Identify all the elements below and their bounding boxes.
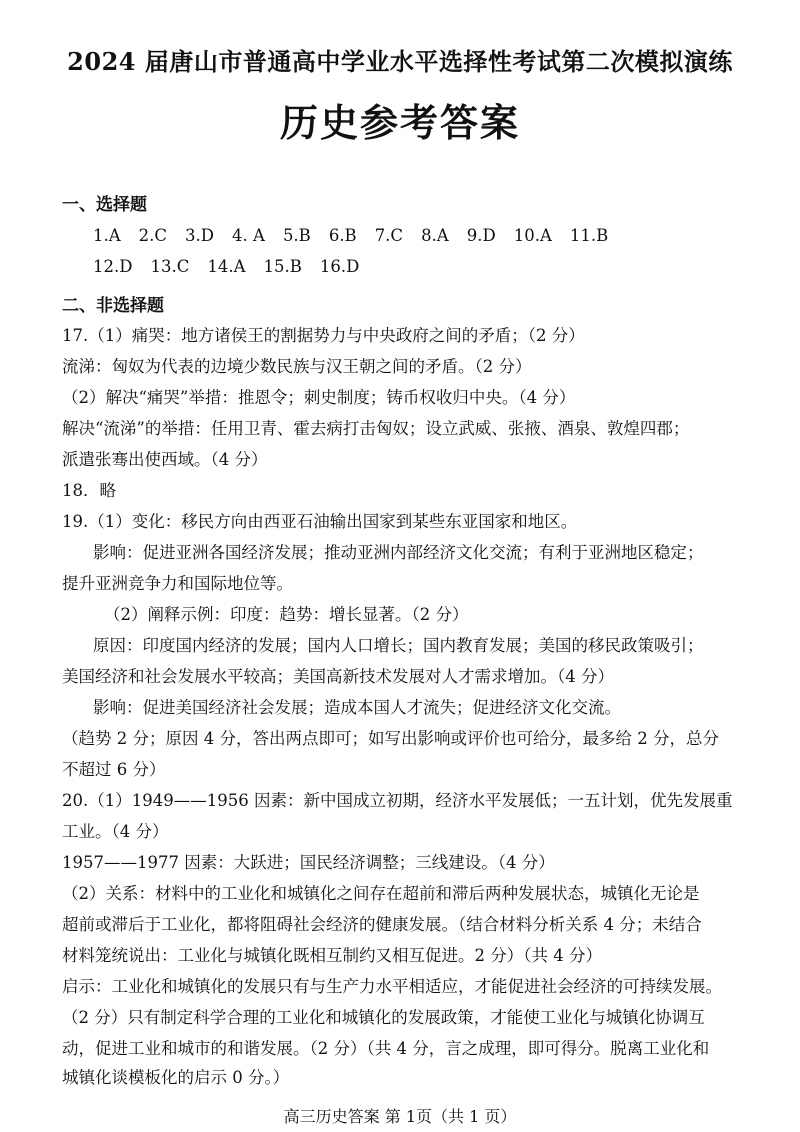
answer-item: 15.B: [263, 257, 302, 276]
answer-item: 11.B: [569, 226, 609, 245]
answer-item: 7.C: [374, 226, 404, 245]
answer-line: 不超过 6 分）: [62, 760, 166, 779]
answer-line: 流涕：匈奴为代表的边境少数民族与汉王朝之间的矛盾。（2 分）: [62, 357, 532, 376]
answer-row-2: [93, 257, 377, 276]
answer-line: （2）阐释示例：印度：趋势：增长显著。（2 分）: [104, 605, 469, 624]
answer-row-1: [93, 226, 626, 245]
document-subtitle: 历史参考答案: [279, 100, 520, 145]
answer-line: 美国经济和社会发展水平较高；美国高新技术发展对人才需求增加。（4 分）: [62, 667, 614, 686]
answer-line: 1957——1977 因素：大跃进；国民经济调整；三线建设。（4 分）: [62, 853, 555, 872]
answer-line: （趋势 2 分；原因 4 分，答出两点即可；如写出影响或评价也可给分，最多给 2 分，总分: [62, 729, 719, 748]
answer-line: 影响：促进亚洲各国经济发展；推动亚洲内部经济文化交流；有利于亚洲地区稳定；: [93, 543, 704, 562]
answer-line: 影响：促进美国经济社会发展；造成本国人才流失；促进经济文化交流。: [93, 698, 621, 717]
answer-line: 20.（1）1949——1956 因素：新中国成立初期，经济水平发展低；一五计划，优先发展重: [62, 791, 733, 810]
answer-item: 12.D: [93, 257, 133, 276]
answer-item: 4. A: [232, 226, 265, 245]
answer-line: 原因：印度国内经济的发展；国内人口增长；国内教育发展；美国的移民政策吸引；: [93, 636, 704, 655]
answer-line: 派遣张骞出使西域。（4 分）: [62, 450, 268, 469]
answer-line: 19.（1）变化：移民方向由西亚石油输出国家到某些东亚国家和地区。: [62, 512, 578, 531]
answer-line: 解决“流涕”的举措：任用卫青、霍去病打击匈奴；设立武威、张掖、酒泉、敦煌四郡；: [62, 419, 690, 438]
answer-item: 10.A: [513, 226, 552, 245]
answer-item: 1.A: [93, 226, 121, 245]
answer-item: 13.C: [150, 257, 190, 276]
answer-line: 17.（1）痛哭：地方诸侯王的割据势力与中央政府之间的矛盾；（2 分）: [62, 326, 585, 345]
answer-line: 18．略: [62, 481, 116, 500]
answer-line: 材料笼统说出：工业化与城镇化既相互制约又相互促进。2 分）（共 4 分）: [62, 946, 602, 965]
answer-line: 工业。（4 分）: [62, 822, 169, 841]
section-heading-non-multiple-choice: 二、非选择题: [62, 296, 164, 316]
answer-item: 5.B: [282, 226, 311, 245]
answer-line: 超前或滞后于工业化，都将阻碍社会经济的健康发展。（结合材料分析关系 4 分；未结合: [62, 915, 702, 934]
answer-item: 6.B: [328, 226, 357, 245]
answer-item: 8.A: [421, 226, 449, 245]
answer-line: 动，促进工业和城市的和谐发展。（2 分）（共 4 分，言之成理，即可得分。脱离工业化和: [62, 1039, 710, 1058]
answer-line: （2）关系：材料中的工业化和城镇化之间存在超前和滞后两种发展状态，城镇化无论是: [62, 884, 700, 903]
answer-item: 3.D: [185, 226, 215, 245]
section-heading-multiple-choice: 一、选择题: [62, 195, 147, 215]
answer-item: 9.D: [466, 226, 496, 245]
answer-item: 16.D: [319, 257, 360, 276]
answer-line: 启示：工业化和城镇化的发展只有与生产力水平相适应，才能促进社会经济的可持续发展。: [62, 977, 722, 996]
answer-line: 城镇化谈模板化的启示 0 分。）: [62, 1068, 290, 1087]
answer-line: （2 分）只有制定科学合理的工业化和城镇化的发展政策，才能使工业化与城镇化协调互: [62, 1008, 705, 1027]
exam-title: 2024 届唐山市普通高中学业水平选择性考试第二次模拟演练: [67, 47, 733, 76]
page-footer: 高三历史答案 第 1页（共 1 页）: [283, 1107, 517, 1126]
answer-line: （2）解决“痛哭”举措：推恩令；刺史制度；铸币权收归中央。（4 分）: [62, 388, 576, 407]
answer-item: 14.A: [207, 257, 246, 276]
answer-line: 提升亚洲竞争力和国际地位等。: [62, 574, 293, 593]
answer-item: 2.C: [138, 226, 168, 245]
